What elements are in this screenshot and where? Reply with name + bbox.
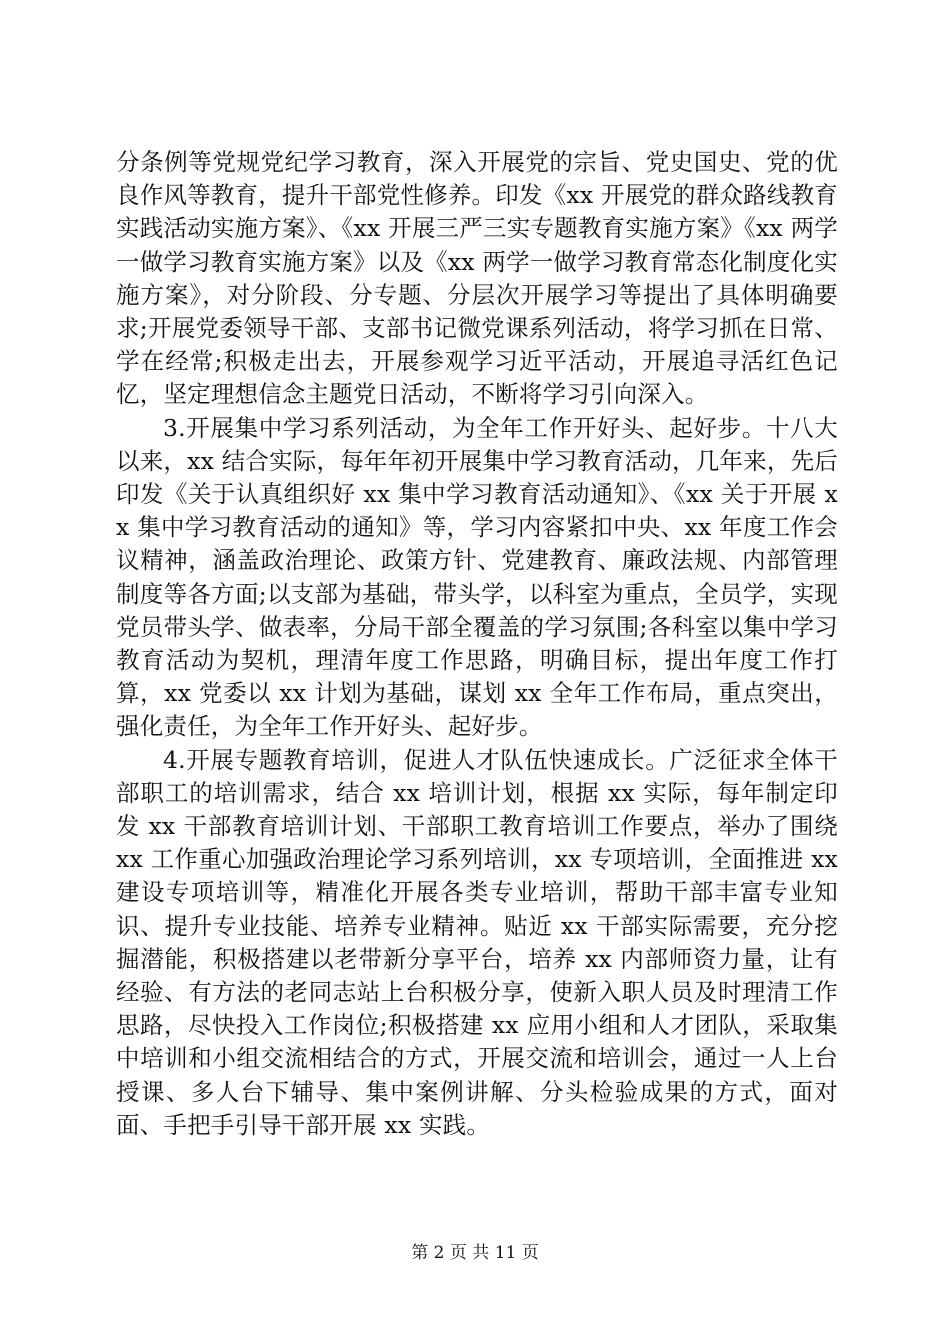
page-number-footer: 第 2 页 共 11 页 [411, 1243, 539, 1263]
document-body [116, 146, 838, 1142]
paragraph-3: 4.开展专题教育培训，促进人才队伍快速成长。广泛征求全体干部职工的培训需求，结合 xx 培训计划，根据 xx 实际，每年制定印发 xx 干部教育培训计划、干部职工教育培训工作要点，举办了围绕 xx 工作重心加强政治理论学习系列培训，xx 专项培训，全面推进 xx 建设专项培训等，精准化开展各类专业培训，帮助干部丰富专业知识、提升专业技能、培养专业精神。贴近 xx 干部实际需要，充分挖掘潜能，积极搭建以老带新分享平台，培养 xx 内部师资力量，让有经验、有方法的老同志站上台积极分享，使新入职人员及时理清工作思路，尽快投入工作岗位;积极搭建 xx 应用小组和人才团队，采取集中培训和小组交流相结合的方式，开展交流和培训会，通过一人上台授课、多人台下辅导、集中案例讲解、分头检验成果的方式，面对面、手把手引导干部开展 xx 实践。 [116, 745, 838, 1139]
paragraph-1: 分条例等党规党纪学习教育，深入开展党的宗旨、党史国史、党的优良作风等教育，提升干部党性修养。印发《xx 开展党的群众路线教育实践活动实施方案》、《xx 开展三严三实专题教育实施方案》《xx 两学一做学习教育实施方案》以及《xx 两学一做学习教育常态化制度化实施方案》，对分阶段、分专题、分层次开展学习等提出了具体明确要求;开展党委领导干部、支部书记微党课系列活动，将学习抓在日常、学在经常;积极走出去，开展参观学习近平活动，开展追寻活红色记忆，坚定理想信念主题党日活动，不断将学习引向深入。 [116, 148, 838, 409]
paragraph-2: 3.开展集中学习系列活动，为全年工作开好头、起好步。十八大以来，xx 结合实际，每年年初开展集中学习教育活动，几年来，先后印发《关于认真组织好 xx 集中学习教育活动通知》、《xx 关于开展 xx 集中学习教育活动的通知》等，学习内容紧扣中央、xx 年度工作会议精神，涵盖政治理论、政策方针、党建教育、廉政法规、内部管理制度等各方面;以支部为基础，带头学，以科室为重点，全员学，实现党员带头学、做表率，分局干部全覆盖的学习氛围;各科室以集中学习教育活动为契机，理清年度工作思路，明确目标，提出年度工作打算，xx 党委以 xx 计划为基础，谋划 xx 全年工作布局，重点突出，强化责任，为全年工作开好头、起好步。 [116, 413, 838, 741]
